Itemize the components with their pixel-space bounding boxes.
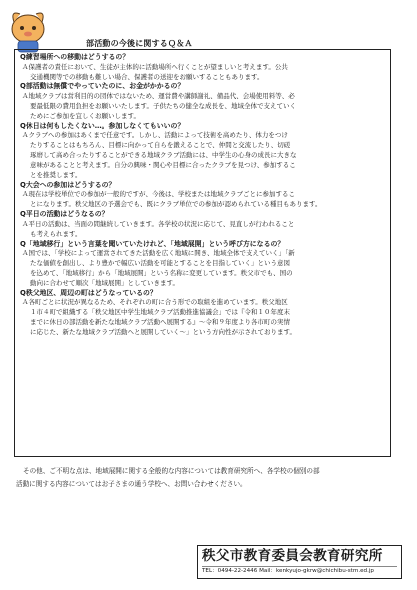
answer-line: を込めて、「地域移行」から「地域展開」という名称に変更しています。秩父市でも、国の — [30, 269, 293, 278]
answer-line: も考えられます。 — [30, 229, 82, 238]
answer-line: までに休日の部活動を新たな地域クラブ活動へ展開する』～令和９年度より各市町の実情 — [30, 318, 290, 327]
qa-item — [20, 53, 385, 82]
qa-item — [20, 181, 385, 210]
qa-item — [20, 240, 385, 289]
answer-line: 要最低限の費用負担をお願いいたします。子供たちの健全な成長を、地域全体で支えていく — [30, 101, 296, 110]
answer-line: 交通機関等での移動も難しい場合、保護者の送迎をお願いすることもあります。 — [30, 72, 264, 81]
answer-line: Ａクラブへの参加はあくまで任意です。しかし、活動によって技術を高めたり、体力をつけ — [22, 131, 288, 140]
answer-text — [20, 63, 385, 83]
qa-section — [14, 49, 391, 457]
answer-line: 意味があることと考えます。自分の興味・関心や目標に合ったクラブを見つけ、参加するこ — [30, 161, 296, 170]
answer-line: ためにご参加を宜しくお願いします。 — [30, 111, 140, 120]
footer-note-line: その他、ご不明な点は、地域展開に関する全般的な内容については教育研究所へ、各学校の個別の部 — [23, 467, 320, 475]
footer-note-line: 活動に関する内容についてはお子さまの通う学校へ、お問い合わせください。 — [16, 480, 247, 488]
organization-box — [197, 545, 402, 579]
answer-text — [20, 190, 385, 210]
answer-line: Ａ平日の活動は、当面の間継続していきます。各学校の状況に応じて、見直しが行われること — [22, 219, 295, 228]
organization-name: 秩父市教育委員会教育研究所 — [202, 548, 383, 564]
organization-contact: TEL：0494-22-2446 Mail：kenkyujo-gkrw@chichibu-stm.ed.jp — [202, 566, 397, 576]
answer-line: たりすることはもちろん、目標に向かって自らを鍛えることで、仲間と交流したり、切磋 — [30, 141, 291, 150]
qa-item — [20, 210, 385, 239]
answer-line: Ａ国では、「学校によって運営されてきた活動を広く地域に開き、地域全体で支えていく」「新 — [22, 249, 295, 258]
answer-line: Ａ保護者の責任において、生徒が主体的に活動場所へ行くことが望ましいと考えます。公共 — [22, 62, 288, 71]
answer-text — [20, 249, 385, 289]
answer-line: とになります。秩父地区の予選会でも、既にクラブ単位での参加が認められている種目もあります。 — [30, 200, 322, 209]
qa-item — [20, 122, 385, 181]
answer-text — [20, 298, 385, 338]
page-title: 部活動の今後に関するＱ＆Ａ — [86, 39, 193, 48]
answer-line: 動向に合わせて順次「地域展開」としていきます。 — [30, 278, 179, 287]
answer-line: たな価値を創出し、より豊かで幅広い活動を可能とすることを目指していく」という意図 — [30, 259, 290, 268]
question-text: Q練習場所への移動はどうするの？ — [20, 53, 130, 61]
qa-item — [20, 289, 385, 338]
answer-line: Ａ現在は学校単位での参加が一般的ですが、今後は、学校または地域クラブごとに参加するこ — [22, 190, 295, 199]
answer-text — [20, 92, 385, 122]
question-text: Q秩父地区、周辺の町はどうなっているの？ — [20, 288, 157, 297]
qa-item — [20, 82, 385, 121]
answer-line: とを推奨します。 — [30, 170, 82, 179]
question-text: Q平日の活動はどうなるの？ — [20, 210, 109, 219]
answer-text — [20, 220, 385, 240]
answer-line: Ａ各町ごとに状況が異なるため、それぞれの町に合う形での取組を進めています。秩父地区 — [22, 298, 288, 307]
answer-line: 琢磨して高め合ったりすることができる地域クラブ活動には、中学生の心身の成長に大きな — [30, 151, 297, 160]
question-text: Q「地域移行」という言葉を聞いていたけれど、「地域展開」という呼び方になるの？ — [20, 239, 285, 248]
answer-line: Ａ地域クラブは営利目的の団体ではないため、運営費や講師謝礼、備品代、会場使用料等、必 — [22, 92, 295, 100]
question-text: Q部活動は無償でやっていたのに、お金がかかるの？ — [20, 82, 185, 91]
answer-line: に応じた、新たな地域クラブ活動へと展開していく～」という方向性が示されております。 — [30, 328, 296, 337]
question-text: Q大会への参加はどうするの？ — [20, 180, 116, 189]
answer-line: １市４町で組織する「秩父地区中学生地域クラブ活動推進協議会」では『令和１０年度末 — [30, 308, 290, 317]
answer-text — [20, 131, 385, 181]
footer-note — [16, 465, 402, 491]
question-text: Q休日は何もしたくない…。参加しなくてもいいの？ — [20, 121, 185, 130]
